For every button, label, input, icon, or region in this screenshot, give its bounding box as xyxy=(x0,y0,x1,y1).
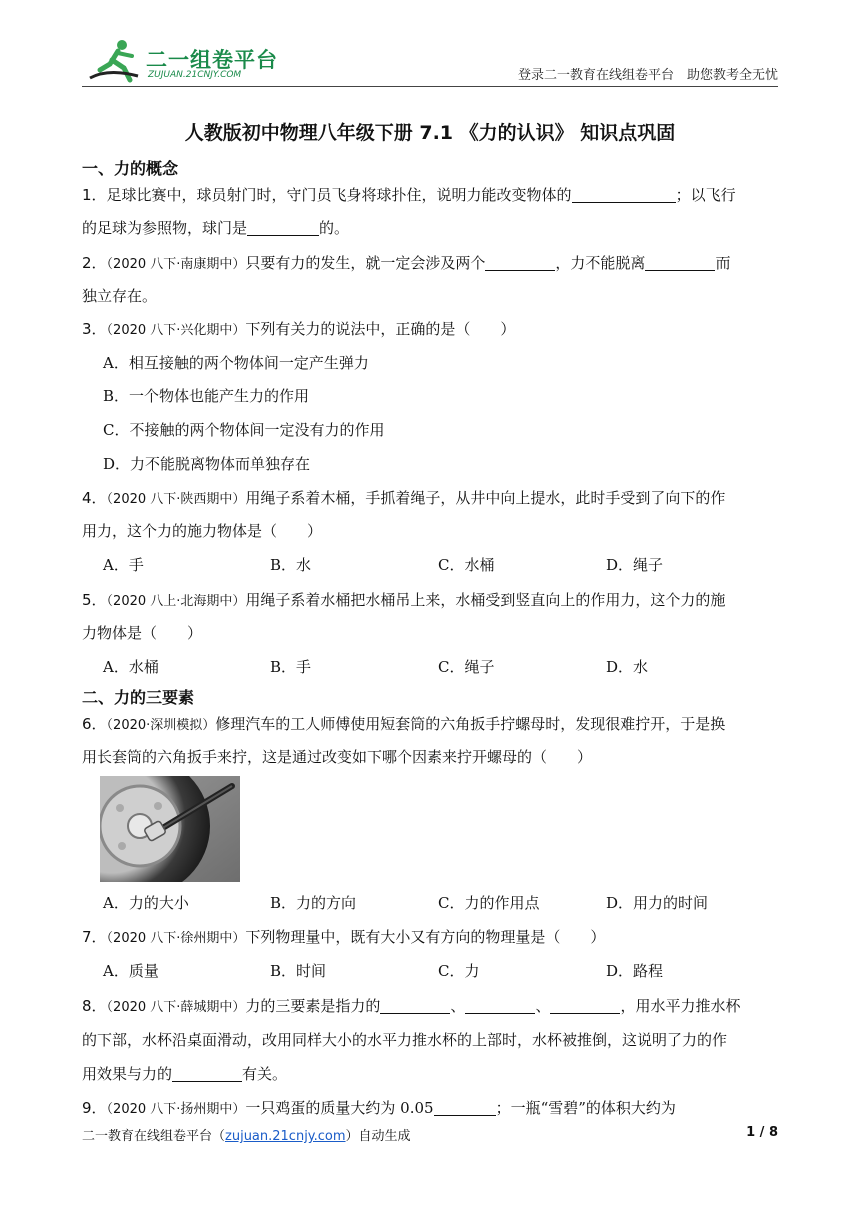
logo-text: 二一组卷平台 xyxy=(146,48,278,72)
question-number: 1． xyxy=(82,186,107,204)
question-number: 9． xyxy=(82,1099,107,1117)
page-number: 1 / 8 xyxy=(746,1125,778,1140)
option-c[interactable]: C．水桶 xyxy=(438,556,495,574)
question-2-line-1 xyxy=(82,253,782,275)
question-source: （2020 八下·兴化期中） xyxy=(106,323,246,338)
question-number: 6． xyxy=(82,715,107,733)
question-text: ；以飞行 xyxy=(675,186,736,204)
question-text: 力的三要素是指力的 xyxy=(245,997,381,1015)
question-text: 下列物理量中，既有大小又有方向的物理量是（ ） xyxy=(245,928,606,946)
option-a[interactable]: A．水桶 xyxy=(103,658,159,676)
question-4-line-2: 用力，这个力的施力物体是（ ） xyxy=(82,522,323,540)
question-text: 只要有力的发生，就一定会涉及两个 xyxy=(245,254,486,272)
option-d[interactable]: D．力不能脱离物体而单独存在 xyxy=(103,455,311,473)
answer-blank[interactable] xyxy=(380,997,450,1014)
question-5-line-1 xyxy=(82,590,782,612)
question-8-line-1 xyxy=(82,996,782,1018)
option-b[interactable]: B．时间 xyxy=(270,962,327,980)
separator: 、 xyxy=(450,997,466,1015)
question-source: （2020 八下·南康期中） xyxy=(106,257,246,272)
header-slogan: 登录二一教育在线组卷平台 助您教考全无忧 xyxy=(517,68,778,83)
option-b[interactable]: B．一个物体也能产生力的作用 xyxy=(103,387,310,405)
question-text: 足球比赛中，球员射门时，守门员飞身将球扑住，说明力能改变物体的 xyxy=(106,186,572,204)
footer-link[interactable]: zujuan.21cnjy.com xyxy=(225,1129,346,1144)
question-4-line-1 xyxy=(82,488,782,510)
footer-text: 二一教育在线组卷平台（ xyxy=(82,1129,226,1144)
question-8-line-3 xyxy=(82,1064,782,1084)
question-text: ，用水平力推水杯 xyxy=(620,997,741,1015)
question-text: 的。 xyxy=(319,219,350,237)
question-text: ，力不能脱离 xyxy=(555,254,646,272)
question-3-stem xyxy=(82,319,782,341)
footer-text: ）自动生成 xyxy=(345,1129,411,1144)
section-heading-three-elements: 二、力的三要素 xyxy=(82,688,195,707)
answer-blank[interactable] xyxy=(434,1099,496,1116)
question-number: 8． xyxy=(82,997,107,1015)
option-c[interactable]: C．力的作用点 xyxy=(438,894,540,912)
answer-blank[interactable] xyxy=(485,254,555,271)
question-2-line-2: 独立存在。 xyxy=(82,287,158,305)
question-source: （2020 八下·陕西期中） xyxy=(106,492,246,507)
option-b[interactable]: B．水 xyxy=(270,556,312,574)
question-text: 一只鸡蛋的质量大约为 0.05 xyxy=(245,1099,434,1117)
option-d[interactable]: D．路程 xyxy=(606,962,664,980)
question-text: 用绳子系着水桶把水桶吊上来，水桶受到竖直向上的作用力，这个力的施 xyxy=(245,591,726,609)
option-c[interactable]: C．不接触的两个物体间一定没有力的作用 xyxy=(103,421,385,439)
question-source: （2020 八上·北海期中） xyxy=(106,594,246,609)
option-c[interactable]: C．绳子 xyxy=(438,658,495,676)
answer-blank[interactable] xyxy=(465,997,535,1014)
section-heading-concept: 一、力的概念 xyxy=(82,159,179,178)
answer-blank[interactable] xyxy=(645,254,715,271)
question-text: 用绳子系着木桶，手抓着绳子，从井中向上提水，此时手受到了向下的作 xyxy=(245,489,726,507)
answer-blank[interactable] xyxy=(247,219,319,236)
wrench-on-wheel-photo xyxy=(100,776,240,882)
question-8-line-2: 的下部，水杯沿桌面滑动，改用同样大小的水平力推水杯的上部时，水杯被推倒，这说明了力的作 xyxy=(82,1031,728,1049)
answer-blank[interactable] xyxy=(550,997,620,1014)
question-source: （2020 八下·扬州期中） xyxy=(106,1102,246,1117)
header-divider xyxy=(82,86,778,87)
question-9-line-1 xyxy=(82,1098,782,1120)
question-number: 7． xyxy=(82,928,107,946)
question-text: ；一瓶“雪碧”的体积大约为 xyxy=(495,1099,676,1117)
option-a[interactable]: A．质量 xyxy=(103,962,159,980)
platform-logo[interactable] xyxy=(88,38,278,84)
answer-blank[interactable] xyxy=(572,186,676,203)
question-5-line-2: 力物体是（ ） xyxy=(82,624,203,642)
separator: 、 xyxy=(535,997,551,1015)
answer-blank[interactable] xyxy=(172,1065,242,1082)
question-1-line-1 xyxy=(82,185,782,205)
question-text: 修理汽车的工人师傅使用短套筒的六角扳手拧螺母时，发现很难拧开，于是换 xyxy=(215,715,726,733)
question-source: （2020·深圳模拟） xyxy=(106,718,216,733)
option-d[interactable]: D．用力的时间 xyxy=(606,894,709,912)
logo-subtext: ZUJUAN.21CNJY.COM xyxy=(148,70,242,80)
option-a[interactable]: A．手 xyxy=(103,556,144,574)
question-text: 下列有关力的说法中，正确的是（ ） xyxy=(245,320,516,338)
footer-credit xyxy=(82,1125,411,1144)
question-7-stem xyxy=(82,927,782,949)
question-6-line-2: 用长套筒的六角扳手来拧，这是通过改变如下哪个因素来拧开螺母的（ ） xyxy=(82,748,593,766)
option-d[interactable]: D．水 xyxy=(606,658,649,676)
runner-icon xyxy=(88,38,144,84)
question-text: 有关。 xyxy=(242,1065,288,1083)
question-number: 4． xyxy=(82,489,107,507)
question-number: 3． xyxy=(82,320,107,338)
question-text: 而 xyxy=(715,254,731,272)
question-text: 的足球为参照物，球门是 xyxy=(82,219,248,237)
page-title: 人教版初中物理八年级下册 7.1 《力的认识》 知识点巩固 xyxy=(184,122,676,144)
option-b[interactable]: B．力的方向 xyxy=(270,894,357,912)
option-a[interactable]: A．力的大小 xyxy=(103,894,189,912)
option-d[interactable]: D．绳子 xyxy=(606,556,664,574)
question-source: （2020 八下·徐州期中） xyxy=(106,931,246,946)
option-a[interactable]: A．相互接触的两个物体间一定产生弹力 xyxy=(103,354,369,372)
question-text: 用效果与力的 xyxy=(82,1065,173,1083)
question-number: 5． xyxy=(82,591,107,609)
option-c[interactable]: C．力 xyxy=(438,962,480,980)
option-b[interactable]: B．手 xyxy=(270,658,312,676)
question-1-line-2 xyxy=(82,218,782,238)
question-number: 2． xyxy=(82,254,107,272)
question-source: （2020 八下·薛城期中） xyxy=(106,1000,246,1015)
question-6-line-1 xyxy=(82,714,782,736)
